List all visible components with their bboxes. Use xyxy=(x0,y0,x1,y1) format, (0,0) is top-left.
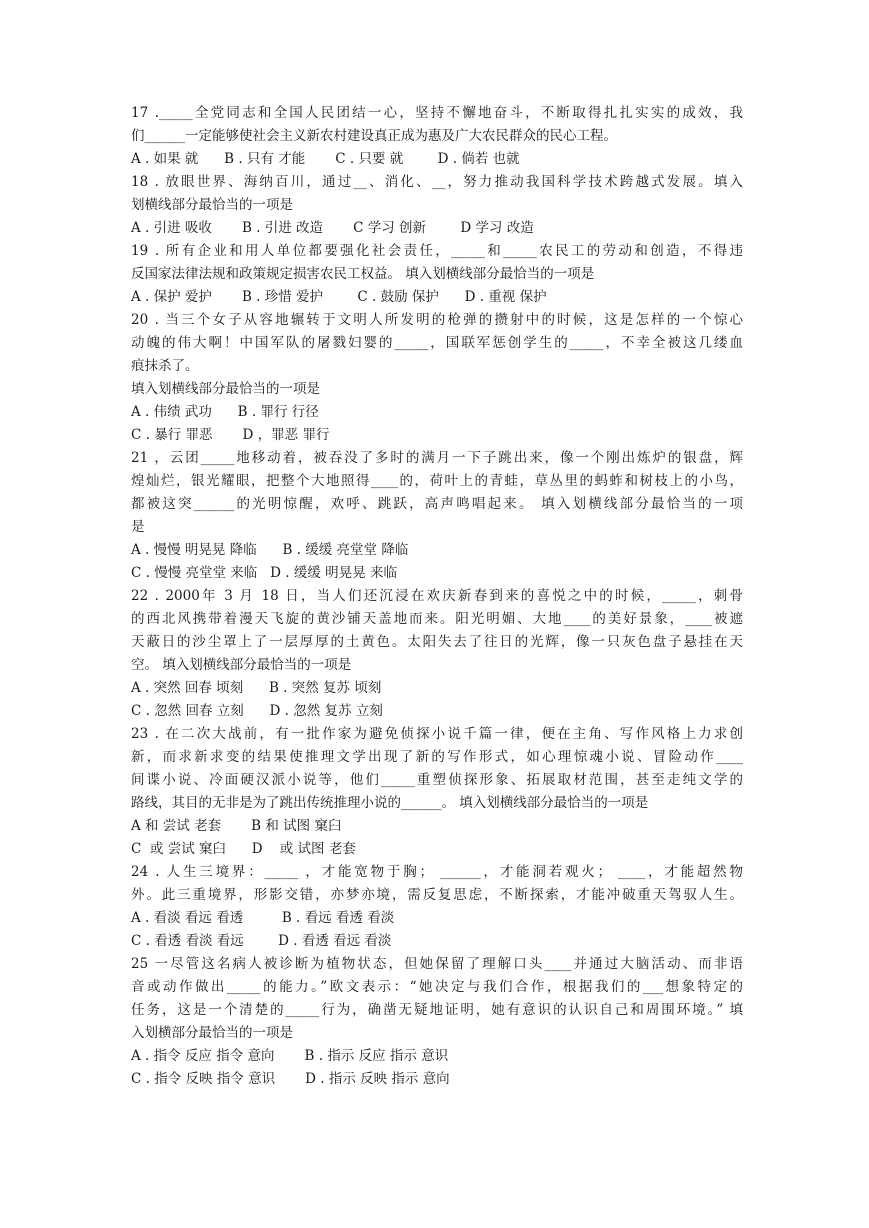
text-line: 20 . 当三个女子从容地辗转于文明人所发明的枪弹的攒射中的时候，这是怎样的一个惊心 xyxy=(131,312,743,328)
text-line: 填入划横线部分最恰当的一项是 xyxy=(131,381,320,397)
text-line: 的西北风携带着漫天飞旋的黄沙铺天盖地而来。阳光明媚、大地____的美好景象，____被遮 xyxy=(131,611,743,627)
text-line: A . 保护 爱护 B . 珍惜 爱护 C . 鼓励 保护 D . 重视 保护 xyxy=(131,289,547,305)
text-line: 25 一尽管这名病人被诊断为植物状态，但她保留了理解口头____并通过大脑活动、而非语 xyxy=(131,956,743,972)
text-line: 间谍小说、冷面硬汉派小说等，他们_____重塑侦探形象、拓展取材范围，甚至走纯文学的 xyxy=(131,772,743,788)
text-line: 煌灿烂，银光耀眼，把整个大地照得____的，荷叶上的青蛙，草丛里的蚂蚱和树枝上的小鸟， xyxy=(131,473,743,489)
text-line: 们______一定能够使社会主义新农村建设真正成为惠及广大农民群众的民心工程。 xyxy=(131,128,617,144)
text-line: 划横线部分最恰当的一项是 xyxy=(131,197,293,213)
text-line: 音或动作做出_____的能力。”欧文表示：“她决定与我们合作，根据我们的___想象特定的 xyxy=(131,979,743,995)
text-line: A . 如果 就 B . 只有 才能 C . 只要 就 D . 倘若 也就 xyxy=(131,151,520,167)
text-line: A . 伟绩 武功 B . 罪行 行径 xyxy=(131,404,319,420)
text-line: 路线，其目的无非是为了跳出传统推理小说的______。 填入划横线部分最恰当的一项是 xyxy=(131,795,649,811)
text-line: C . 看透 看淡 看远 D . 看透 看远 看淡 xyxy=(131,933,392,949)
text-line: A . 指令 反应 指令 意向 B . 指示 反应 指示 意识 xyxy=(131,1048,449,1064)
text-line: 新，而求新求变的结果使推理文学出现了新的写作形式，如心理惊魂小说、冒险动作____ xyxy=(131,749,743,765)
text-line: A . 看淡 看远 看透 B . 看远 看透 看淡 xyxy=(131,910,395,926)
text-line: 痕抹杀了。 xyxy=(131,358,199,374)
text-line: A . 引进 吸收 B . 引进 改造 C 学习 创新 D 学习 改造 xyxy=(131,220,534,236)
text-line: C . 指令 反映 指令 意识 D . 指示 反映 指示 意向 xyxy=(131,1071,450,1087)
text-line: A . 突然 回春 顷刻 B . 突然 复苏 顷刻 xyxy=(131,680,382,696)
text-line: 入划横部分最恰当的一项是 xyxy=(131,1025,293,1041)
text-line: 17 ._____全党同志和全国人民团结一心，坚持不懈地奋斗，不断取得扎扎实实的成效，我 xyxy=(131,105,743,121)
text-line: 24 . 人生三境界：_____ ，才能宽物于胸； ______，才能洞若观火； ____，才能超然物 xyxy=(131,864,743,880)
text-line: A 和 尝试 老套 B 和 试图 窠臼 xyxy=(131,818,342,834)
question-text-block xyxy=(131,102,743,1091)
text-line: 任务，这是一个清楚的_____行为，确凿无疑地证明，她有意识的认识自己和周围环境。” 填 xyxy=(131,1002,743,1018)
text-line: 动魄的伟大啊！中国军队的屠戮妇婴的_____，国联军惩创学生的_____，不幸全被这几缕血 xyxy=(131,335,743,351)
text-line: C . 慢慢 亮堂堂 来临 D . 缓缓 明晃晃 来临 xyxy=(131,565,397,581)
text-line: 21 ，云团_____地移动着，被吞没了多时的满月一下子跳出来，像一个刚出炼炉的银盘，辉 xyxy=(131,450,743,466)
text-line: C 或 尝试 窠臼 D 或 试图 老套 xyxy=(131,841,356,857)
text-line: 都被这突______的光明惊醒，欢呼、跳跃，高声鸣唱起来。 填入划横线部分最恰当的一项 xyxy=(131,496,743,512)
text-line: 22 . 2000年 3 月 18 日，当人们还沉浸在欢庆新春到来的喜悦之中的时候，_____，刺骨 xyxy=(131,588,743,604)
text-line: C . 暴行 罪恶 D ，罪恶 罪行 xyxy=(131,427,330,443)
text-line: 外。此三重境界，形影交错，亦梦亦境，需反复思虑，不断探索，才能冲破重天驾驭人生。 xyxy=(131,887,743,903)
text-line: 天蔽日的沙尘罩上了一层厚厚的土黄色。太阳失去了往日的光辉，像一只灰色盘子悬挂在天 xyxy=(131,634,743,650)
text-line: 18 . 放眼世界、海纳百川，通过__、消化、__，努力推动我国科学技术跨越式发展。填入 xyxy=(131,174,743,190)
text-line: 是 xyxy=(131,519,145,535)
text-line: 19 . 所有企业和用人单位都要强化社会责任，_____和_____农民工的劳动和创造，不得违 xyxy=(131,243,743,259)
text-line: 23 . 在二次大战前，有一批作家为避免侦探小说千篇一律，便在主角、写作风格上力求创 xyxy=(131,726,743,742)
text-line: 空。 填入划横线部分最恰当的一项是 xyxy=(131,657,352,673)
text-line: 反国家法律法规和政策规定损害农民工权益。 填入划横线部分最恰当的一项是 xyxy=(131,266,595,282)
text-line: A . 慢慢 明晃晃 降临 B . 缓缓 亮堂堂 降临 xyxy=(131,542,409,558)
text-line: C . 忽然 回春 立刻 D . 忽然 复苏 立刻 xyxy=(131,703,383,719)
